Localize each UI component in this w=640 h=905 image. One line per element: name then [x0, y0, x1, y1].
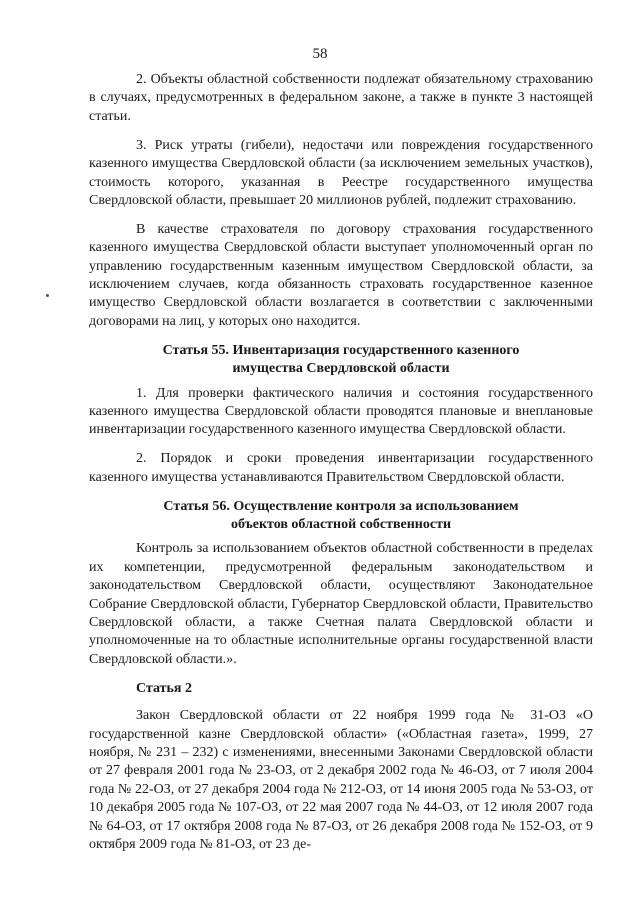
document-body	[89, 71, 593, 865]
paragraph-insurer: В качестве страхователя по договору страхования государственного казенного имущества Свердловской области выступает уполномоченный орган по управлению государственным казенным имуществом Свердловской области, за исключением случаев, когда обязанность страховать государственное казенное имущество Свердловской области возлагается в соответствии с заключенными договорами на лиц, у которых оно находится.	[89, 221, 593, 329]
paragraph-inventory-1: 1. Для проверки фактического наличия и состояния государственного казенного имущества Свердловской области проводятся плановые и внеплановые инвентаризации государственного казенного имущества Свердловской области.	[89, 385, 593, 438]
article-55-heading-line-2: имущества Свердловской области	[232, 361, 450, 377]
paragraph-insurance-risk: 3. Риск утраты (гибели), недостачи или повреждения государственного казенного имущества Свердловской области (за исключением земельных участков), стоимость которого, указанная в Реестре государственного имущества Свердловской области, превышает 20 миллионов рублей, подлежит страхованию.	[89, 137, 593, 208]
article-56-heading-line-2: объектов областной собственности	[230, 517, 452, 533]
page-number: 58	[312, 46, 328, 62]
article-55-heading-line-1: Статья 55. Инвентаризация государственного казенного	[162, 342, 520, 358]
article-55-heading	[89, 342, 593, 379]
paragraph-law-amendments: Закон Свердловской области от 22 ноября 1999 года № 31-ОЗ «О государственной казне Свердловской области» («Областная газета», 1999, 27 ноября, № 231 – 232) с изменениями, внесенными Законами Свердловской области от 27 февраля 2001 года № 23-ОЗ, от 2 декабря 2002 года № 46-ОЗ, от 7 июля 2004 года № 22-ОЗ, от 27 декабря 2004 года № 212-ОЗ, от 14 июня 2005 года № 53-ОЗ, от 10 декабря 2005 года № 107-ОЗ, от 22 мая 2007 года № 44-ОЗ, от 12 июля 2007 года № 64-ОЗ, от 17 октября 2008 года № 87-ОЗ, от 26 декабря 2008 года № 152-ОЗ, от 9 октября 2009 года № 81-ОЗ, от 23 де-	[89, 708, 593, 853]
paragraph-control: Контроль за использованием объектов областной собственности в пределах их компетенции, предусмотренной федеральным законодательством и законодательством Свердловской области, осуществляют Законодательное Собрание Свердловской области, Губернатор Свердловской области, Правительство Свердловской области, а также Счетная палата Свердловской области и уполномоченные на то областные исполнительные органы государственной власти Свердловской области.».	[89, 541, 593, 667]
scan-speck	[46, 294, 49, 297]
paragraph-insurance-obligatory: 2. Объекты областной собственности подлежат обязательному страхованию в случаях, предусмотренных в федеральном законе, а также в пункте 3 настоящей статьи.	[89, 72, 593, 124]
article-2-heading: Статья 2	[136, 680, 192, 696]
paragraph-inventory-2: 2. Порядок и сроки проведения инвентаризации государственного казенного имущества устанавливаются Правительством Свердловской области.	[89, 451, 593, 485]
article-56-heading-line-1: Статья 56. Осуществление контроля за использованием	[163, 498, 519, 514]
article-56-heading	[89, 498, 593, 535]
